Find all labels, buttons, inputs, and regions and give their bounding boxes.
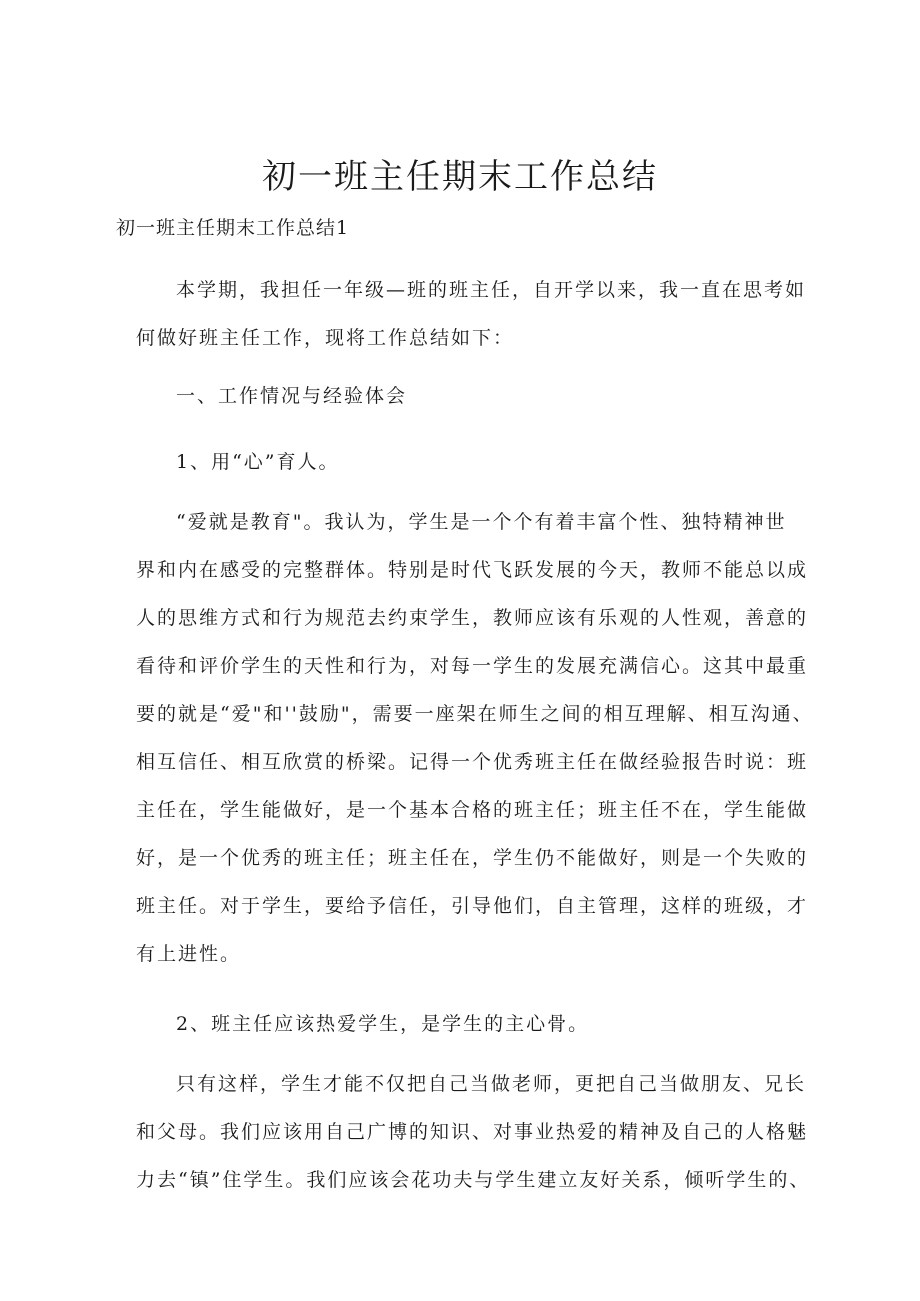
heading-heart-education xyxy=(136,438,796,486)
paragraph-line: 本学期，我担任一年级—班的班主任，自开学以来，我一直在思考如 xyxy=(176,279,807,301)
paragraph-love-education xyxy=(136,498,814,978)
paragraph-line: 班主任。对于学生，要给予信任，引导他们，自主管理，这样的班级，才 xyxy=(136,895,809,917)
paragraph-line: 人的思维方式和行为规范去约束学生，教师应该有乐观的人性观，善意的 xyxy=(136,607,809,629)
paragraph-line: 何做好班主任工作，现将工作总结如下： xyxy=(136,327,515,349)
paragraph-teacher-friend xyxy=(136,1060,811,1204)
document-title: 初一班主任期末工作总结 xyxy=(262,157,658,197)
heading-love-students xyxy=(136,1000,796,1048)
paragraph-line: 看待和评价学生的天性和行为，对每一学生的发展充满信心。这其中最重 xyxy=(136,655,809,677)
paragraph-line: 相互信任、相互欣赏的桥梁。记得一个优秀班主任在做经验报告时说：班 xyxy=(136,751,809,773)
section-subtitle: 初一班主任期末工作总结1 xyxy=(116,217,350,239)
heading-text: 一、工作情况与经验体会 xyxy=(176,385,408,407)
heading-text: 1、用“心”育人。 xyxy=(176,451,340,473)
paragraph-line: 力去“镇”住学生。我们应该会花功夫与学生建立友好关系，倾听学生的、 xyxy=(136,1169,811,1191)
paragraph-line: 和父母。我们应该用自己广博的知识、对事业热爱的精神及自己的人格魅 xyxy=(136,1121,809,1143)
paragraph-line: 界和内在感受的完整群体。特别是时代飞跃发展的今天，教师不能总以成 xyxy=(136,559,809,581)
paragraph-line: 好，是一个优秀的班主任；班主任在，学生仍不能做好，则是一个失败的 xyxy=(136,847,809,869)
paragraph-line: 要的就是“爱"和''鼓励"，需要一座架在师生之间的相互理解、相互沟通、 xyxy=(136,703,814,725)
heading-text: 2、班主任应该热爱学生，是学生的主心骨。 xyxy=(176,1013,590,1035)
paragraph-intro xyxy=(136,266,807,362)
paragraph-line: 主任在，学生能做好，是一个基本合格的班主任；班主任不在，学生能做 xyxy=(136,799,809,821)
heading-work-experience xyxy=(136,372,796,420)
paragraph-line: 有上进性。 xyxy=(136,943,242,965)
paragraph-line: “爱就是教育"。我认为，学生是一个个有着丰富个性、独特精神世 xyxy=(176,511,787,533)
paragraph-line: 只有这样，学生才能不仅把自己当做老师，更把自己当做朋友、兄长 xyxy=(176,1073,807,1095)
